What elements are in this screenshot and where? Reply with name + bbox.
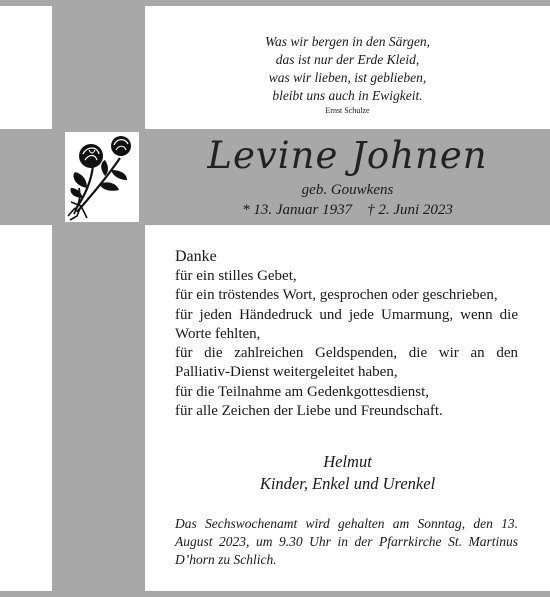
thanks-heading: Danke [175,248,217,265]
thanks-line: für alle Zeichen der Liebe und Freundschaft. [175,403,443,420]
cross-panel-bottom-left [0,225,52,591]
signature-name: Helmut [323,452,372,471]
rose-bouquet-drawing [65,132,139,222]
thanks-line: für die Teilnahme am Gedenkgottesdienst, [175,383,430,400]
thanks-line: für ein tröstendes Wort, gesprochen oder geschrieben, [175,287,498,304]
cross-panel-top-left [0,6,52,129]
life-dates: * 13. Januar 1937 † 2. Juni 2023 [242,202,453,218]
signature-family: Kinder, Enkel und Urenkel [259,474,436,493]
rose-bouquet-icon [65,132,139,222]
poem-line: was wir lieben, ist geblieben, [268,70,427,85]
poem-line: bleibt uns auch in Ewigkeit. [272,88,423,103]
poem [145,33,550,117]
mass-notice: Das Sechswochenamt wird gehalten am Sonntag, den 13. August 2023, um 9.30 Uhr in der Pfarrkirche St. Martinus D’horn zu Schlich. [175,516,518,567]
thanks-text [175,247,518,421]
thanks-line: für jeden Händedruck und jede Umarmung, wenn die Worte fehlten, [175,306,518,342]
poem-line: das ist nur der Erde Kleid, [275,52,420,67]
deceased-name: Levine Johnen [207,134,488,177]
thanks-line: für ein stilles Gebet, [175,268,297,284]
signature [145,451,550,495]
thanks-line: für die zahlreichen Geldspenden, die wir an den Palliativ-Dienst weitergeleitet haben, [175,345,518,381]
poem-author: Ernst Schulze [325,106,370,115]
birth-name: geb. Gouwkens [301,182,394,198]
poem-line: Was wir bergen in den Särgen, [265,34,430,49]
